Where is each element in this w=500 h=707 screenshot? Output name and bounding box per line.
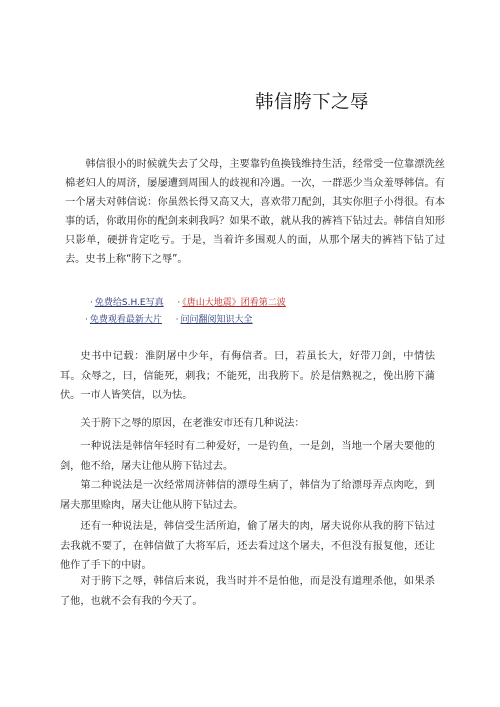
link-row-1 xyxy=(90,295,390,312)
paragraph-historical-record: 史书中记载：淮阴屠中少年，有侮信者。曰，若虽长大，好带刀剑，中情怯耳。众辱之，曰，信能死，刺我；不能死，出我胯下。於是信熟视之，俛出胯下蒲伏。一市人皆笑信，以为怯。 xyxy=(60,351,435,401)
link-free-movies[interactable]: 免费观看最新大片 xyxy=(89,315,162,325)
intro-paragraph: 韩信很小的时候就失去了父母，主要靠钓鱼换钱维持生活，经常受一位靠漂洗丝棉老妇人的周济，屡屡遭到周围人的歧视和冷遇。一次，一群恶少当众羞辱韩信。有一个屠夫对韩信说：你虽然长得又高又大，喜欢带刀配剑，其实你胆子小得很。有本事的话，你敢用你的配剑来刺我吗？如果不敢，就从我的裤裆下钻过去。韩信自知形只影单，硬拼肯定吃亏。于是，当着许多围观人的面，从那个屠夫的裤裆下钻了过去。史书上称“胯下之辱”。 xyxy=(65,159,445,265)
bullet-dot: · xyxy=(85,315,88,325)
related-links xyxy=(85,295,390,329)
paragraph-reason-three: 还有一种说法是，韩信受生活所迫，偷了屠夫的肉，屠夫说你从我的胯下钻过去我就不要了，在韩信做了大将军后，还去看过这个屠夫，不但没有报复他，还让他作了手下的中尉。 xyxy=(60,521,435,571)
paragraph-reason-one: 一种说法是韩信年轻时有二种爱好，一是钓鱼，一是剑，当地一个屠夫要他的剑，他不给，屠夫让他从胯下钻过去。 xyxy=(60,441,435,472)
bullet-dot: · xyxy=(175,315,179,325)
paragraph-reasons-intro: 关于胯下之辱的原因，在老淮安市还有几种说法： xyxy=(80,418,305,429)
bullet-dot: · xyxy=(177,298,181,308)
link-row-2 xyxy=(85,312,390,329)
bullet-dot: · xyxy=(90,298,93,308)
link-she-photos[interactable]: 免费给S.H.E写真 xyxy=(94,298,164,308)
paragraph-reason-two: 第二种说法是一次经常周济韩信的漂母生病了，韩信为了给漂母弄点肉吃，到屠夫那里赊肉，屠夫让他从胯下钻过去。 xyxy=(60,480,435,511)
link-tangshan-earthquake[interactable]: 《唐山大地震》团看第二波 xyxy=(182,298,286,308)
link-wenwen-knowledge[interactable]: 问问翻阅知识大全 xyxy=(180,315,253,325)
paragraph-han-xin-reflection: 对于胯下之辱，韩信后来说，我当时并不是怕他，而是没有道理杀他，如果杀了他，也就不会有我的今天了。 xyxy=(60,576,435,607)
page-title: 韩信胯下之辱 xyxy=(255,92,370,113)
